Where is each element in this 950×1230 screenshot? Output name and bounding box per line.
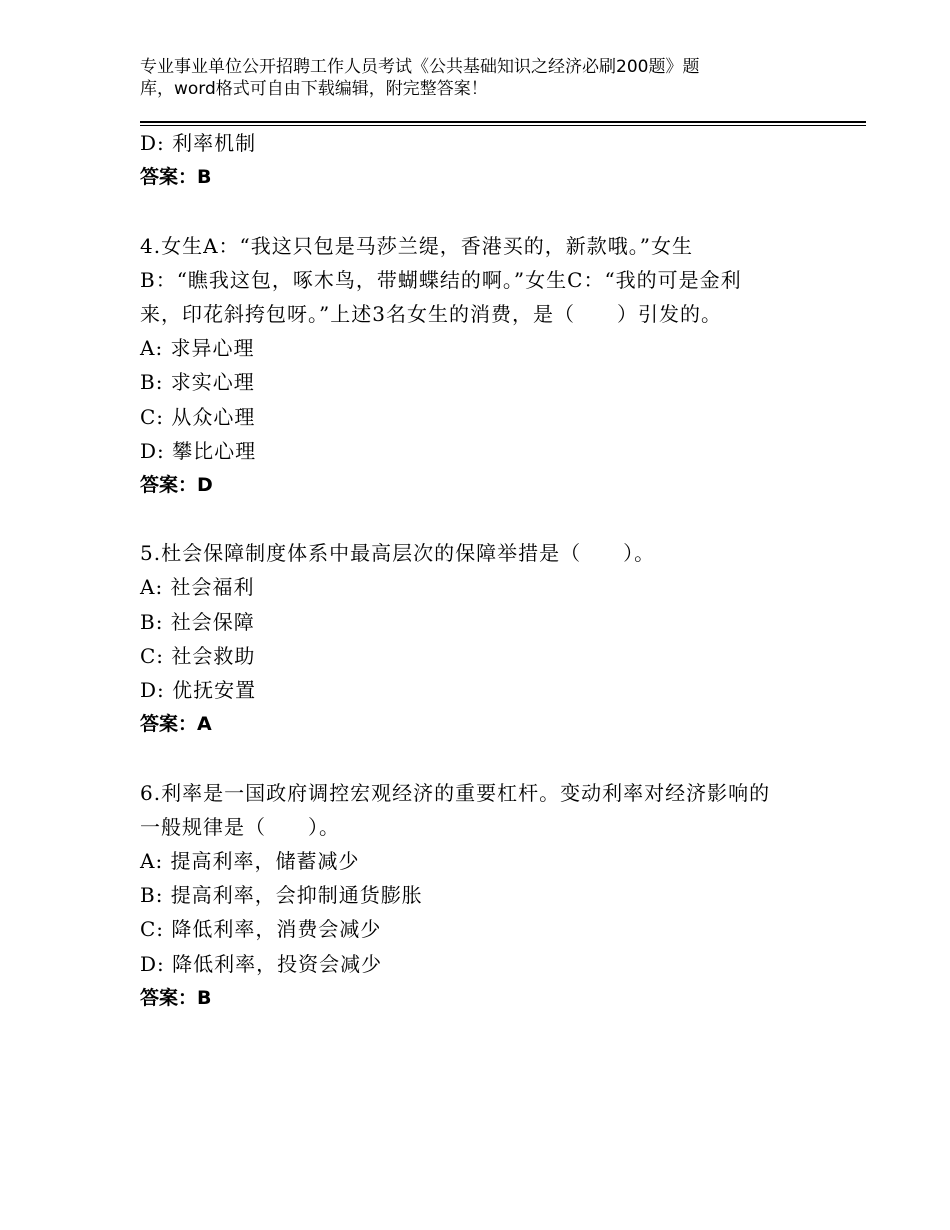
spacer: [140, 194, 820, 228]
option-a: A: 社会福利: [140, 575, 255, 600]
question-5: [140, 536, 820, 741]
question-4: [140, 229, 820, 503]
question-6: [140, 776, 820, 1015]
document-header: [140, 56, 820, 100]
header-rule-thick: [140, 121, 866, 123]
question-text: 4.女生A：“我这只包是马莎兰缇，香港买的，新款哦。”女生: [140, 233, 693, 258]
option-c: C: 社会救助: [140, 643, 256, 668]
question-text: 5.杜会保障制度体系中最高层次的保障举措是（ ）。: [140, 541, 656, 566]
question-text: 来，印花斜挎包呀。”上述3名女生的消费，是（ ）引发的。: [140, 301, 722, 326]
option-c: C: 降低利率，消费会减少: [140, 917, 382, 942]
option-d: D: 利率机制: [140, 131, 257, 155]
question-3-tail: [140, 126, 820, 194]
option-d: D: 降低利率，投资会减少: [140, 951, 383, 976]
question-text: 6.利率是一国政府调控宏观经济的重要杠杆。变动利率对经济影响的: [140, 780, 771, 805]
answer: 答案：B: [140, 986, 212, 1009]
option-d: D: 优抚安置: [140, 678, 257, 702]
answer: 答案：B: [140, 166, 212, 189]
question-text: B：“瞧我这包，啄木鸟，带蝴蝶结的啊。”女生C：“我的可是金利: [140, 267, 742, 292]
option-a: A: 求异心理: [140, 336, 255, 361]
answer: 答案：D: [140, 473, 213, 496]
answer: 答案：A: [140, 713, 212, 736]
question-text: 一般规律是（ ）。: [140, 814, 340, 839]
option-c: C: 从众心理: [140, 404, 256, 429]
option-b: B: 提高利率，会抑制通货膨胀: [140, 883, 423, 908]
option-d: D: 攀比心理: [140, 438, 257, 463]
option-a: A: 提高利率，储蓄减少: [140, 848, 360, 873]
header-line-2: 库，word格式可自由下载编辑，附完整答案！: [140, 79, 488, 99]
option-b: B: 求实心理: [140, 370, 255, 395]
header-line-1: 专业事业单位公开招聘工作人员考试《公共基础知识之经济必刷200题》题: [140, 57, 700, 77]
spacer: [140, 502, 820, 536]
option-b: B: 社会保障: [140, 609, 255, 634]
question-list: [140, 126, 820, 1015]
spacer: [140, 741, 820, 775]
